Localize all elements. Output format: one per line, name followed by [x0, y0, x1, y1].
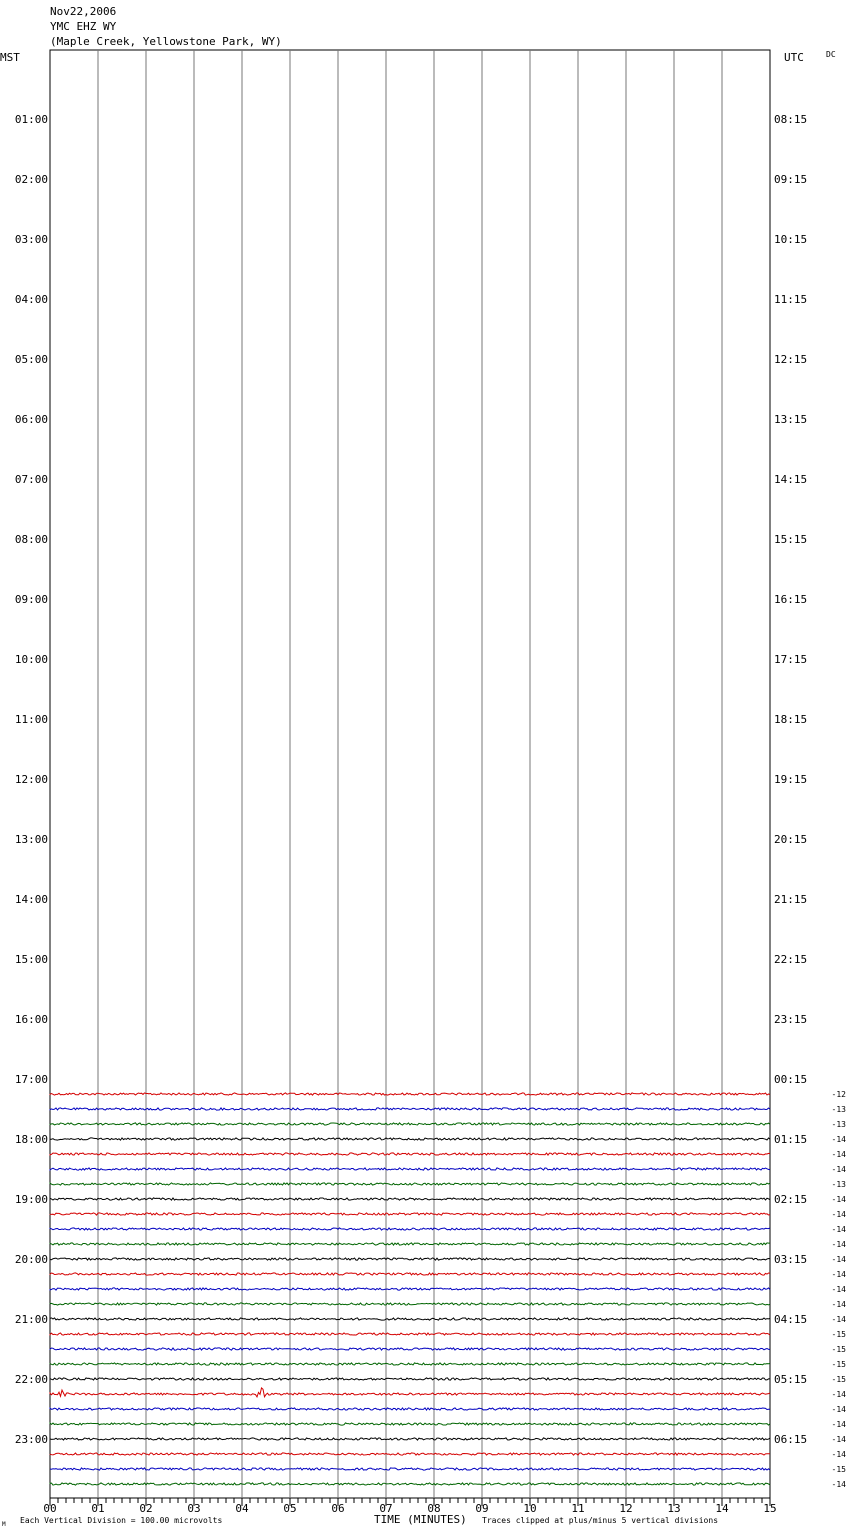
- seismic-trace: [50, 1108, 770, 1110]
- right-hour-label: 03:15: [774, 1253, 808, 1266]
- right-hour-label: 13:15: [774, 413, 808, 426]
- left-hour-label: 09:00: [14, 593, 48, 606]
- corner-tag: DC: [826, 50, 836, 59]
- x-tick-label: 03: [187, 1502, 201, 1515]
- seismic-trace: [50, 1258, 770, 1260]
- left-hour-label: 08:00: [14, 533, 48, 546]
- right-hour-label: 15:15: [774, 533, 808, 546]
- right-hour-label: 20:15: [774, 833, 808, 846]
- trace-group: [50, 1093, 770, 1485]
- seismic-trace: [50, 1438, 770, 1440]
- seismic-trace: [50, 1093, 770, 1095]
- left-hour-label: 22:00: [14, 1373, 48, 1386]
- right-hour-label: 11:15: [774, 293, 808, 306]
- left-hour-label: 21:00: [14, 1313, 48, 1326]
- x-tick-label: 07: [379, 1502, 393, 1515]
- x-tick-label: 13: [667, 1502, 681, 1515]
- trace-offset-label: -14: [831, 1255, 846, 1264]
- trace-offset-label: -13: [831, 1180, 846, 1189]
- right-hour-label: 04:15: [774, 1313, 808, 1326]
- x-tick-label: 11: [571, 1502, 585, 1515]
- seismic-trace: [50, 1213, 770, 1215]
- seismic-trace: [50, 1423, 770, 1425]
- left-hour-label: 10:00: [14, 653, 48, 666]
- trace-offset-label: -14: [831, 1165, 846, 1174]
- seismic-trace: [50, 1333, 770, 1335]
- seismic-trace: [50, 1318, 770, 1320]
- seismic-trace: [50, 1378, 770, 1380]
- right-hour-label: 05:15: [774, 1373, 808, 1386]
- seismic-trace: [50, 1363, 770, 1365]
- left-hour-label: 13:00: [14, 833, 48, 846]
- right-hour-label: 12:15: [774, 353, 808, 366]
- seismic-trace: [50, 1453, 770, 1455]
- seismic-trace: [50, 1228, 770, 1230]
- left-hour-label: 03:00: [14, 233, 48, 246]
- trace-offset-label: -14: [831, 1420, 846, 1429]
- right-hour-label: 17:15: [774, 653, 808, 666]
- trace-offset-label: -14: [831, 1435, 846, 1444]
- x-tick-label: 10: [523, 1502, 537, 1515]
- trace-offset-label: -14: [831, 1135, 846, 1144]
- left-hour-label: 01:00: [14, 113, 48, 126]
- trace-offset-label: -13: [831, 1120, 846, 1129]
- seismic-trace: [50, 1138, 770, 1140]
- left-hour-label: 04:00: [14, 293, 48, 306]
- seismic-trace: [50, 1198, 770, 1200]
- right-hour-label: 22:15: [774, 953, 808, 966]
- trace-offset-label: -14: [831, 1405, 846, 1414]
- trace-offset-label: -13: [831, 1105, 846, 1114]
- trace-offset-label: -14: [831, 1450, 846, 1459]
- trace-offset-label: -14: [831, 1210, 846, 1219]
- header-station: YMC EHZ WY: [50, 20, 117, 33]
- plot-frame: [50, 50, 770, 1498]
- trace-offset-label: -15: [831, 1375, 846, 1384]
- right-hour-label: 10:15: [774, 233, 808, 246]
- left-hour-label: 02:00: [14, 173, 48, 186]
- seismic-trace: [50, 1303, 770, 1305]
- right-hour-label: 14:15: [774, 473, 808, 486]
- left-hour-label: 23:00: [14, 1433, 48, 1446]
- x-tick-label: 05: [283, 1502, 297, 1515]
- x-tick-label: 06: [331, 1502, 345, 1515]
- seismic-trace: [50, 1168, 770, 1170]
- trace-offset-label: -14: [831, 1270, 846, 1279]
- right-hour-label: 21:15: [774, 893, 808, 906]
- right-hour-label: 16:15: [774, 593, 808, 606]
- trace-offset-label: -14: [831, 1225, 846, 1234]
- x-tick-label: 01: [91, 1502, 105, 1515]
- right-hour-label: 09:15: [774, 173, 808, 186]
- trace-offset-label: -15: [831, 1465, 846, 1474]
- left-hour-label: 06:00: [14, 413, 48, 426]
- seismic-trace: [50, 1468, 770, 1470]
- trace-offset-label: -14: [831, 1390, 846, 1399]
- seismic-trace: [50, 1243, 770, 1245]
- trace-offset-label: -15: [831, 1330, 846, 1339]
- x-tick-label: 04: [235, 1502, 249, 1515]
- right-hour-label: 18:15: [774, 713, 808, 726]
- right-hour-label: 23:15: [774, 1013, 808, 1026]
- right-hour-label: 08:15: [774, 113, 808, 126]
- trace-offset-label: -14: [831, 1285, 846, 1294]
- clip-note: Traces clipped at plus/minus 5 vertical divisions: [482, 1516, 719, 1525]
- trace-offset-label: -14: [831, 1240, 846, 1249]
- header-date: Nov22,2006: [50, 5, 117, 18]
- left-axis-title: MST: [0, 51, 20, 64]
- right-hour-label: 01:15: [774, 1133, 808, 1146]
- x-tick-label: 15: [763, 1502, 777, 1515]
- x-tick-label: 08: [427, 1502, 441, 1515]
- seismic-trace: [50, 1408, 770, 1410]
- x-tick-label: 00: [43, 1502, 57, 1515]
- header-location: (Maple Creek, Yellowstone Park, WY): [50, 35, 282, 48]
- trace-offset-label: -14: [831, 1480, 846, 1489]
- right-hour-label: 19:15: [774, 773, 808, 786]
- left-hour-label: 05:00: [14, 353, 48, 366]
- left-hour-label: 19:00: [14, 1193, 48, 1206]
- x-tick-label: 14: [715, 1502, 729, 1515]
- division-note: Each Vertical Division = 100.00 microvolts: [20, 1516, 223, 1525]
- left-hour-label: 14:00: [14, 893, 48, 906]
- x-tick-label: 02: [139, 1502, 153, 1515]
- seismic-trace: [50, 1483, 770, 1485]
- x-axis-label: TIME (MINUTES): [374, 1513, 467, 1526]
- seismic-trace: [50, 1388, 770, 1397]
- trace-offset-label: -14: [831, 1195, 846, 1204]
- left-hour-label: 12:00: [14, 773, 48, 786]
- trace-offset-label: -15: [831, 1345, 846, 1354]
- right-hour-label: 06:15: [774, 1433, 808, 1446]
- corner-mark: M: [2, 1521, 6, 1528]
- seismic-trace: [50, 1348, 770, 1350]
- left-hour-label: 17:00: [14, 1073, 48, 1086]
- trace-offset-label: -14: [831, 1300, 846, 1309]
- right-hour-label: 00:15: [774, 1073, 808, 1086]
- seismic-trace: [50, 1153, 770, 1155]
- x-tick-label: 09: [475, 1502, 489, 1515]
- seismic-trace: [50, 1123, 770, 1125]
- left-hour-label: 11:00: [14, 713, 48, 726]
- left-hour-label: 20:00: [14, 1253, 48, 1266]
- trace-offset-label: -14: [831, 1150, 846, 1159]
- left-hour-label: 18:00: [14, 1133, 48, 1146]
- seismic-trace: [50, 1183, 770, 1185]
- trace-offset-label: -14: [831, 1315, 846, 1324]
- left-hour-label: 16:00: [14, 1013, 48, 1026]
- seismic-trace: [50, 1273, 770, 1275]
- seismic-trace: [50, 1288, 770, 1290]
- left-hour-label: 15:00: [14, 953, 48, 966]
- x-tick-label: 12: [619, 1502, 633, 1515]
- left-hour-label: 07:00: [14, 473, 48, 486]
- trace-offset-label: -15: [831, 1360, 846, 1369]
- trace-offset-label: -12: [831, 1090, 846, 1099]
- right-axis-title: UTC: [784, 51, 804, 64]
- right-hour-label: 02:15: [774, 1193, 808, 1206]
